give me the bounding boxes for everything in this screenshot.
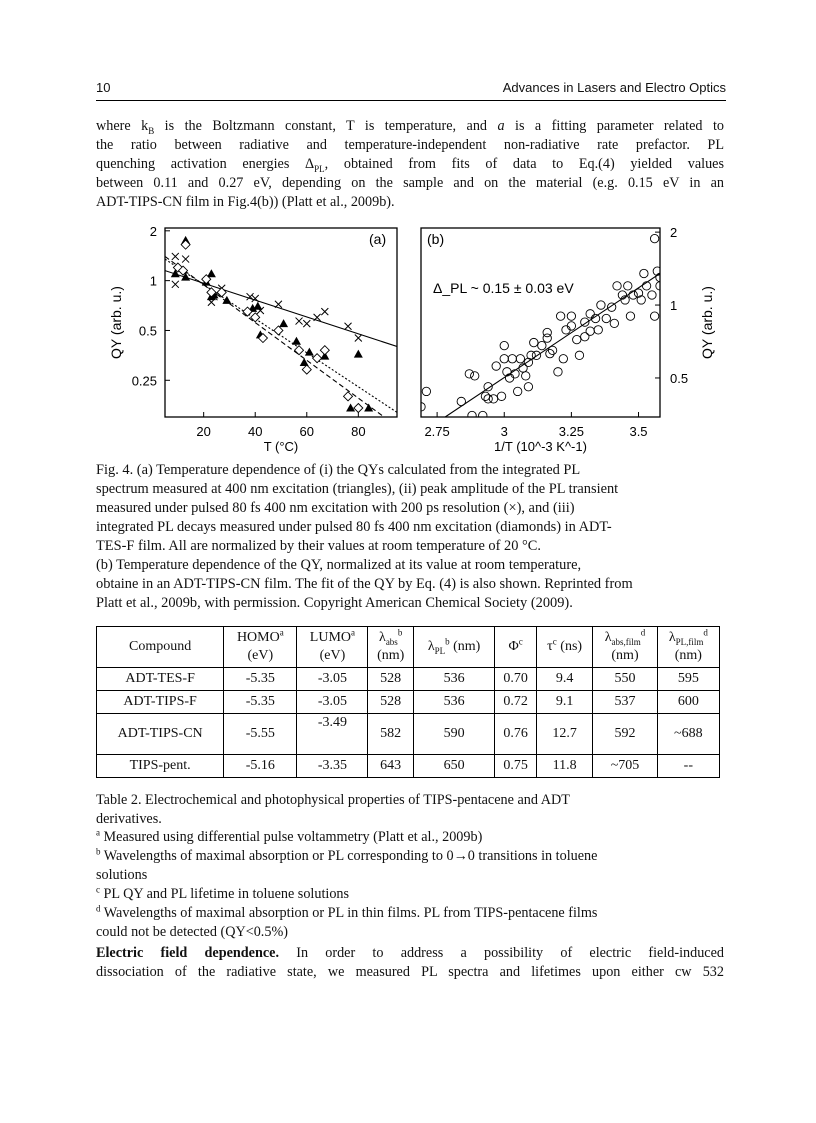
diamond-point bbox=[344, 392, 353, 401]
cross-point bbox=[296, 318, 303, 325]
caption-line: integrated PL decays measured under pulsed 80 fs 400 nm excitation (diamonds) in ADT- bbox=[96, 519, 612, 535]
column-header: $\lambda_{abs,film}^d$ (nm) bbox=[593, 627, 657, 668]
x-tick-label: 3.5 bbox=[629, 424, 648, 439]
table-cell: TIPS-pent. bbox=[97, 755, 224, 778]
circle-point bbox=[650, 234, 658, 242]
diamond-point bbox=[354, 404, 363, 413]
cross-point bbox=[275, 301, 282, 308]
circle-point bbox=[468, 411, 476, 419]
table-cell: ~688 bbox=[657, 714, 719, 755]
circle-point bbox=[567, 312, 575, 320]
footnote-line bbox=[96, 885, 724, 904]
table-row bbox=[97, 691, 720, 714]
circle-point bbox=[610, 319, 618, 327]
table-cell: 650 bbox=[413, 755, 494, 778]
y-tick-label: 1 bbox=[149, 273, 157, 289]
chart-panel-a bbox=[108, 224, 397, 454]
table-cell: 536 bbox=[413, 691, 494, 714]
table-cell: 11.8 bbox=[536, 755, 592, 778]
plot-frame bbox=[165, 228, 397, 417]
table-row bbox=[97, 714, 720, 755]
figure-caption bbox=[96, 461, 724, 613]
table-cell: 528 bbox=[368, 668, 414, 691]
circle-point bbox=[497, 392, 505, 400]
footnote-text: could not be detected (QY<0.5%) bbox=[96, 924, 288, 940]
section-heading: Electric field dependence. bbox=[96, 945, 279, 961]
cross-point bbox=[252, 295, 259, 302]
triangle-point bbox=[279, 319, 288, 327]
table-caption bbox=[96, 791, 724, 829]
footnotes bbox=[96, 828, 724, 942]
circle-point bbox=[479, 411, 487, 419]
fit-line bbox=[165, 256, 384, 417]
table-cell: 0.75 bbox=[495, 755, 537, 778]
paragraph-2 bbox=[96, 944, 724, 982]
panel-label: (a) bbox=[369, 231, 387, 247]
table-row bbox=[97, 668, 720, 691]
table-cell: -3.35 bbox=[297, 755, 368, 778]
x-tick-label: 80 bbox=[351, 424, 366, 439]
x-tick-label: 40 bbox=[247, 424, 263, 439]
y-axis-label: QY (arb. u.) bbox=[699, 286, 715, 359]
footnote-text: Wavelengths of maximal absorption or PL corresponding to 0→0 transitions in toluene bbox=[103, 848, 598, 864]
page-number: 10 bbox=[96, 80, 111, 95]
circle-point bbox=[640, 269, 648, 277]
table-cell: ADT-TIPS-F bbox=[97, 691, 224, 714]
circle-point bbox=[556, 312, 564, 320]
column-header: $\Phi^c$ bbox=[495, 627, 537, 668]
triangle-point bbox=[300, 358, 309, 366]
figure-4 bbox=[0, 0, 816, 465]
x-tick-label: 2.75 bbox=[424, 424, 450, 439]
table-cell: 0.76 bbox=[495, 714, 537, 755]
diamond-point bbox=[274, 326, 283, 335]
circle-point bbox=[465, 370, 473, 378]
circle-point bbox=[594, 326, 602, 334]
column-header: $\tau^c$ (ns) bbox=[536, 627, 592, 668]
x-tick-label: 3 bbox=[500, 424, 508, 439]
y-tick-label: 1 bbox=[670, 298, 678, 314]
cross-point bbox=[355, 335, 362, 342]
circle-point bbox=[422, 387, 430, 395]
caption-line: Fig. 4. (a) Temperature dependence of (i) the QYs calculated from the integrated PL bbox=[96, 462, 581, 478]
caption-line: Table 2. Electrochemical and photophysical properties of TIPS-pentacene and ADT bbox=[96, 792, 570, 808]
circle-point bbox=[602, 314, 610, 322]
table-cell: -- bbox=[657, 755, 719, 778]
y-tick-label: 2 bbox=[670, 225, 678, 241]
circle-point bbox=[581, 333, 589, 341]
cross-point bbox=[247, 293, 254, 300]
annotation: Δ_PL ~ 0.15 ± 0.03 eV bbox=[433, 280, 574, 296]
footnote-line bbox=[96, 828, 724, 847]
circle-point bbox=[559, 355, 567, 363]
cross-point bbox=[182, 256, 189, 263]
y-axis-label: QY (arb. u.) bbox=[108, 286, 124, 359]
text-line: the ratio between radiative and temperature-independent non-radiative rate prefactor. PL bbox=[96, 137, 724, 153]
footnote-mark: b bbox=[96, 846, 101, 857]
table-cell: -5.55 bbox=[224, 714, 297, 755]
circle-point bbox=[554, 368, 562, 376]
footnote-mark: a bbox=[96, 827, 100, 838]
x-tick-label: 3.25 bbox=[558, 424, 585, 439]
circle-point bbox=[629, 291, 637, 299]
circle-point bbox=[586, 310, 594, 318]
circle-point bbox=[613, 282, 621, 290]
text-line: between 0.11 and 0.27 eV, depending on the sample and on the material (e.g. 0.15 eV in an bbox=[96, 175, 724, 191]
plot-area bbox=[417, 234, 664, 419]
caption-line: (b) Temperature dependence of the QY, normalized at its value at room temperature, bbox=[96, 557, 582, 573]
circle-point bbox=[457, 397, 465, 405]
table-cell: 643 bbox=[368, 755, 414, 778]
footnote-text: PL QY and PL lifetime in toluene solutions bbox=[103, 886, 350, 902]
table-cell: 592 bbox=[593, 714, 657, 755]
table-cell: ~705 bbox=[593, 755, 657, 778]
circle-point bbox=[500, 341, 508, 349]
diamond-point bbox=[295, 346, 304, 355]
table-cell: 536 bbox=[413, 668, 494, 691]
cross-point bbox=[345, 323, 352, 330]
column-header: $\lambda_{PL,film}^d$ (nm) bbox=[657, 627, 719, 668]
table-cell: -5.35 bbox=[224, 668, 297, 691]
text-line: quenching activation energies $\Delta_{PL}$, obtained from fits of data to Eq.(4) yielded values bbox=[96, 156, 724, 174]
caption-line: obtaine in an ADT-TIPS-CN film. The fit of the QY by Eq. (4) is also shown. Reprinted from bbox=[96, 576, 633, 592]
cross-point bbox=[321, 308, 328, 315]
circle-point bbox=[530, 338, 538, 346]
circle-point bbox=[492, 362, 500, 370]
circle-point bbox=[597, 301, 605, 309]
circle-point bbox=[471, 372, 479, 380]
cross-point bbox=[172, 253, 179, 260]
y-tick-label: 0.5 bbox=[138, 323, 157, 339]
circle-point bbox=[508, 355, 516, 363]
diamond-point bbox=[181, 240, 190, 249]
footnote-mark: c bbox=[96, 884, 100, 895]
footnote-line bbox=[96, 923, 724, 942]
circle-point bbox=[522, 372, 530, 380]
circle-point bbox=[586, 327, 594, 335]
column-header: LUMO$^a$ (eV) bbox=[297, 627, 368, 668]
table-cell: -5.35 bbox=[224, 691, 297, 714]
text-line: ADT-TIPS-CN film in Fig.4(b)) (Platt et al., 2009b). bbox=[96, 194, 395, 210]
circle-point bbox=[524, 383, 532, 391]
circle-point bbox=[513, 387, 521, 395]
fit-line bbox=[165, 259, 397, 412]
table-cell: 590 bbox=[413, 714, 494, 755]
plot-frame bbox=[421, 228, 660, 417]
circle-point bbox=[500, 355, 508, 363]
column-header: $\lambda_{PL}^b$ (nm) bbox=[413, 627, 494, 668]
circle-point bbox=[532, 351, 540, 359]
circle-point bbox=[516, 355, 524, 363]
y-tick-label: 0.25 bbox=[131, 373, 157, 389]
table-header-row bbox=[97, 627, 720, 668]
y-tick-label: 0.5 bbox=[670, 370, 689, 386]
column-header: $\lambda_{abs}^b$ (nm) bbox=[368, 627, 414, 668]
column-header: HOMO$^a$ (eV) bbox=[224, 627, 297, 668]
plot-area bbox=[165, 236, 397, 417]
footnote-line bbox=[96, 866, 724, 885]
footnote-text: Wavelengths of maximal absorption or PL in thin films. PL from TIPS-pentacene films bbox=[103, 905, 598, 921]
text-line bbox=[96, 944, 724, 963]
table-cell: 600 bbox=[657, 691, 719, 714]
table-cell: ADT-TIPS-CN bbox=[97, 714, 224, 755]
circle-point bbox=[575, 351, 583, 359]
table-cell: 528 bbox=[368, 691, 414, 714]
circle-point bbox=[538, 341, 546, 349]
table-cell: ADT-TES-F bbox=[97, 668, 224, 691]
circle-point bbox=[481, 392, 489, 400]
table-cell: 582 bbox=[368, 714, 414, 755]
diamond-point bbox=[302, 365, 311, 374]
circle-point bbox=[489, 395, 497, 403]
table-cell: -3.05 bbox=[297, 668, 368, 691]
circle-point bbox=[626, 312, 634, 320]
table-cell: -3.05 bbox=[297, 691, 368, 714]
table-cell: 0.72 bbox=[495, 691, 537, 714]
caption-line: Platt et al., 2009b, with permission. Copyright American Chemical Society (2009). bbox=[96, 595, 573, 611]
circle-point bbox=[637, 296, 645, 304]
caption-line: measured under pulsed 80 fs 400 nm excitation with 200 ps resolution (×), and (iii) bbox=[96, 500, 575, 516]
table-cell: -3.49 bbox=[297, 714, 368, 755]
footnote-line bbox=[96, 847, 724, 866]
text-line: dissociation of the radiative state, we measured PL spectra and lifetimes upon either cw 532 bbox=[96, 964, 724, 980]
caption-line: TES-F film. All are normalized by their values at room temperature of 20 °C. bbox=[96, 538, 541, 554]
chart-panel-b bbox=[417, 225, 715, 454]
x-axis-label: T (°C) bbox=[263, 439, 299, 454]
column-header: Compound bbox=[97, 627, 224, 668]
triangle-point bbox=[354, 350, 363, 358]
table-cell: 12.7 bbox=[536, 714, 592, 755]
cross-point bbox=[303, 320, 310, 327]
footnote-line bbox=[96, 904, 724, 923]
circle-point bbox=[624, 282, 632, 290]
x-tick-label: 20 bbox=[196, 424, 211, 439]
y-tick-label: 2 bbox=[149, 223, 157, 239]
table-cell: -5.16 bbox=[224, 755, 297, 778]
x-axis-label: 1/T (10^-3 K^-1) bbox=[494, 439, 587, 454]
properties-table bbox=[96, 626, 720, 778]
footnote-text: Measured using differential pulse voltammetry (Platt et al., 2009b) bbox=[103, 829, 483, 845]
caption-line: derivatives. bbox=[96, 811, 162, 827]
table-cell: 537 bbox=[593, 691, 657, 714]
table-cell: 9.1 bbox=[536, 691, 592, 714]
cross-point bbox=[172, 281, 179, 288]
table-cell: 0.70 bbox=[495, 668, 537, 691]
x-tick-label: 60 bbox=[299, 424, 315, 439]
table-cell: 595 bbox=[657, 668, 719, 691]
footnote-text: solutions bbox=[96, 867, 148, 883]
text-span: In order to address a possibility of electric field-induced bbox=[279, 945, 724, 961]
running-header: Advances in Lasers and Electro Optics bbox=[502, 80, 726, 95]
table-cell: 9.4 bbox=[536, 668, 592, 691]
circle-point bbox=[543, 334, 551, 342]
footnote-mark: d bbox=[96, 903, 101, 914]
diamond-point bbox=[320, 346, 329, 355]
text-line: where $k_B$ is the Boltzmann constant, T is temperature, and a is a fitting parameter related to bbox=[96, 118, 724, 136]
circle-point bbox=[573, 335, 581, 343]
table-row bbox=[97, 755, 720, 778]
table-cell: 550 bbox=[593, 668, 657, 691]
caption-line: spectrum measured at 400 nm excitation (triangles), (ii) peak amplitude of the PL transient bbox=[96, 481, 619, 497]
circle-point bbox=[650, 312, 658, 320]
panel-label: (b) bbox=[427, 231, 445, 247]
circle-point bbox=[648, 291, 656, 299]
